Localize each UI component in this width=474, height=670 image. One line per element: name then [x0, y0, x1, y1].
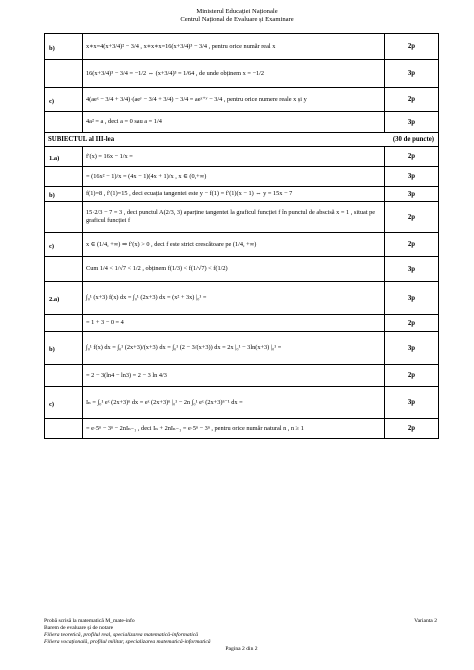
subject-title: SUBIECTUL al III-lea: [48, 136, 115, 143]
solution-step: f(1)=8 , f′(1)=15 , deci ecuația tangentei este y − f(1) = f′(1)(x − 1) ⇔ y = 15x − 7: [83, 187, 385, 202]
points-cell: 3p: [385, 257, 439, 282]
points-cell: 3p: [385, 332, 439, 365]
points-cell: 3p: [385, 167, 439, 187]
points-cell: 2p: [385, 147, 439, 167]
points-cell: 3p: [385, 60, 439, 88]
footer-filiera-teoretica: Filiera teoretică, profilul real, specializarea matematică-informatică: [44, 632, 199, 638]
points-cell: 2p: [385, 419, 439, 439]
grading-row: [45, 233, 439, 257]
footer-variant: Varianta 2: [414, 618, 437, 624]
item-label: c): [45, 88, 83, 112]
solution-step: f′(x) = 16x − 1/x =: [83, 147, 385, 167]
points-cell: 2p: [385, 233, 439, 257]
item-label: [45, 419, 83, 439]
page-header: [0, 8, 474, 24]
grading-row: [45, 34, 439, 60]
ministry-name: Ministerul Educației Naționale: [196, 8, 278, 15]
item-label: b): [45, 187, 83, 202]
item-label: c): [45, 387, 83, 419]
center-name: Centrul Național de Evaluare și Examinare: [180, 16, 294, 23]
points-cell: 3p: [385, 387, 439, 419]
grading-row: [45, 387, 439, 419]
item-label: [45, 315, 83, 332]
subject-cell: [45, 133, 439, 147]
grading-row: [45, 167, 439, 187]
item-label: [45, 167, 83, 187]
solution-step: 4(aeˣ − 3/4 + 3/4)·(aeʸ − 3/4 + 3/4) − 3/4 = aeˣ⁺ʸ − 3/4 , pentru orice numere reale x și y: [83, 88, 385, 112]
item-label: 1.a): [45, 147, 83, 167]
solution-step: = (16x² − 1)/x = (4x − 1)(4x + 1)/x , x ∈ (0,+∞): [83, 167, 385, 187]
grading-table: [44, 33, 439, 439]
solution-step: x∗x=4(x+3/4)² − 3/4 , x∗x∗x=16(x+3/4)³ − 3/4 , pentru orice număr real x: [83, 34, 385, 60]
footer-filiera-vocationala: Filiera vocațională, profilul militar, specializarea matematică-informatică: [44, 639, 211, 645]
points-cell: 3p: [385, 282, 439, 315]
solution-step: = 2 − 3(ln4 − ln3) = 2 − 3 ln 4/3: [83, 365, 385, 387]
footer-exam: Probă scrisă la matematică M_mate-info: [44, 618, 135, 624]
solution-step: ∫₀¹ f(x) dx = ∫₀¹ (2x+3)/(x+3) dx = ∫₀¹ (2 − 3/(x+3)) dx = 2x |₀¹ − 3ln(x+3) |₀¹ =: [83, 332, 385, 365]
item-label: [45, 365, 83, 387]
points-cell: 3p: [385, 112, 439, 133]
solution-step: ∫₀¹ (x+3) f(x) dx = ∫₀¹ (2x+3) dx = (x² + 3x) |₀¹ =: [83, 282, 385, 315]
grading-row: [45, 419, 439, 439]
footer-page-number: Pagina 2 din 2: [225, 646, 258, 652]
subject-points: (30 de puncte): [392, 136, 434, 143]
item-label: b): [45, 34, 83, 60]
grading-row: [45, 112, 439, 133]
grading-row: [45, 282, 439, 315]
solution-step: = 1 + 3 − 0 = 4: [83, 315, 385, 332]
points-cell: 2p: [385, 315, 439, 332]
item-label: 2.a): [45, 282, 83, 315]
grading-row: [45, 332, 439, 365]
grading-row: [45, 315, 439, 332]
solution-step: = e·5ⁿ − 3ⁿ − 2nIₙ₋₁ , deci Iₙ + 2nIₙ₋₁ = e·5ⁿ − 3ⁿ , pentru orice număr natural n , n ≥ 1: [83, 419, 385, 439]
footer-barem: Barem de evaluare și de notare: [44, 625, 114, 631]
points-cell: 2p: [385, 88, 439, 112]
item-label: [45, 257, 83, 282]
item-label: c): [45, 233, 83, 257]
solution-step: Cum 1/4 < 1/√7 < 1/2 , obținem f(1/3) < f(1/√7) < f(1/2): [83, 257, 385, 282]
grading-row: [45, 187, 439, 202]
solution-step: x ∈ (1/4, +∞) ⇒ f′(x) > 0 , deci f este strict crescătoare pe (1/4, +∞): [83, 233, 385, 257]
points-cell: 2p: [385, 202, 439, 233]
grading-row: [45, 365, 439, 387]
solution-step: Iₙ = ∫₀¹ eˣ (2x+3)ⁿ dx = eˣ (2x+3)ⁿ |₀¹ − 2n ∫₀¹ eˣ (2x+3)ⁿ⁻¹ dx =: [83, 387, 385, 419]
points-cell: 3p: [385, 187, 439, 202]
grading-row: [45, 202, 439, 233]
subject-heading-row: [45, 133, 439, 147]
item-label: [45, 202, 83, 233]
item-label: [45, 60, 83, 88]
item-label: b): [45, 332, 83, 365]
grading-row: [45, 257, 439, 282]
page-footer: [44, 618, 439, 653]
solution-step: 15·2/3 − 7 = 3 , deci punctul A(2/3, 3) aparține tangentei la graficul funcției f în punctul de abscisă x = 1 , situat pe graficul funcției f: [83, 202, 385, 233]
grading-row: [45, 88, 439, 112]
item-label: [45, 112, 83, 133]
points-cell: 2p: [385, 34, 439, 60]
solution-step: 4a² = a , deci a = 0 sau a = 1/4: [83, 112, 385, 133]
points-cell: 2p: [385, 365, 439, 387]
grading-row: [45, 147, 439, 167]
grading-row: [45, 60, 439, 88]
solution-step: 16(x+3/4)³ − 3/4 = −1/2 ⇔ (x+3/4)³ = 1/64 , de unde obținem x = −1/2: [83, 60, 385, 88]
